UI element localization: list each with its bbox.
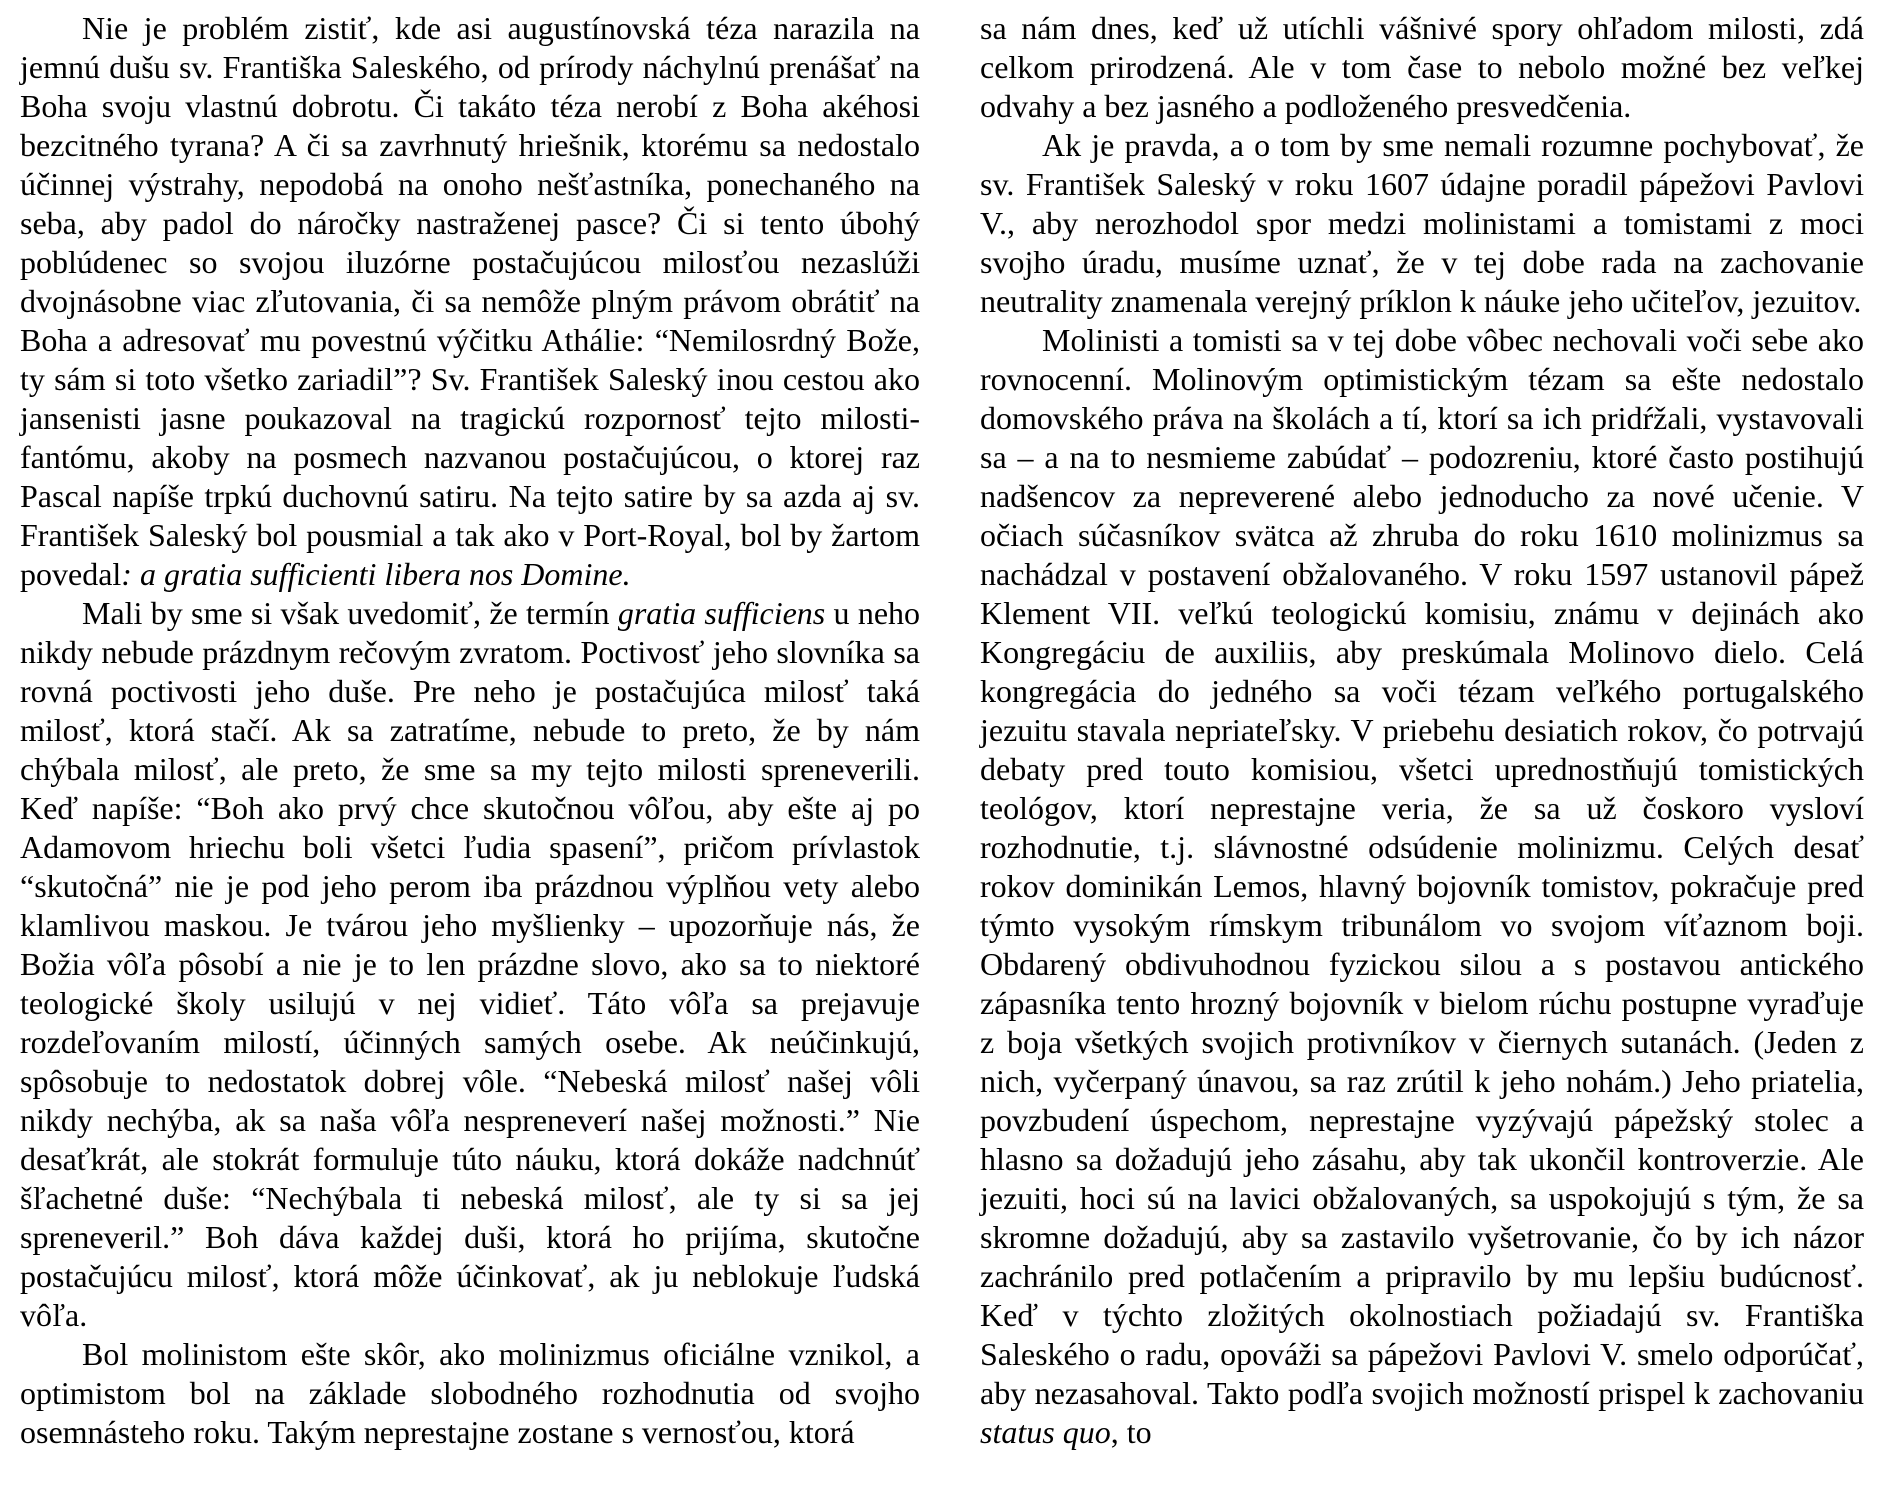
text-column-right (980, 9, 1864, 1500)
text-column-left (20, 9, 920, 1500)
italic-text-segment: gratia sufficiens (617, 595, 826, 631)
italic-text-segment: : a gratia sufficienti libera nos Domine. (121, 556, 631, 592)
text-segment: Ak je pravda, a o tom by sme nemali rozumne pochybovať, že sv. František Saleský v roku 1607 údajne poradil pápežovi Pavlovi V., aby nerozhodol spor medzi molinistami a tomistami z moci svojho úradu, musíme uznať, že v tej dobe rada na zachovanie neutrality znamenala verejný príklon k náuke jeho učiteľov, jezuitov. (980, 127, 1864, 319)
paragraph (980, 321, 1864, 1452)
paragraph (20, 594, 920, 1335)
text-segment: Nie je problém zistiť, kde asi augustínovská téza narazila na jemnú dušu sv. Františka Saleského, od prírody náchylnú prenášať na Boha svoju vlastnú dobrotu. Či takáto téza nerobí z Boha akéhosi bezcitného tyrana? A či sa zavrhnutý hriešnik, ktorému sa nedostalo účinnej výstrahy, nepodobá na onoho nešťastníka, ponechaného na seba, aby padol do náročky nastraženej pasce? Či si tento úbohý poblúdenec so svojou iluzórne postačujúcou milosťou nezaslúži dvojnásobne viac zľutovania, či sa nemôže plným právom obrátiť na Boha a adresovať mu povestnú výčitku Athálie: “Nemilosrdný Bože, ty sám si toto všetko zariadil”? Sv. František Saleský inou cestou ako jansenisti jasne poukazoval na tragickú rozpornosť tejto milosti-fantómu, akoby na posmech nazvanou postačujúcou, o ktorej raz Pascal napíše trpkú duchovnú satiru. Na tejto satire by sa azda aj sv. František Saleský bol pousmial a tak ako v Port-Royal, bol by žartom povedal (20, 10, 920, 592)
text-segment: u neho nikdy nebude prázdnym rečovým zvratom. Poctivosť jeho slovníka sa rovná poctivosti jeho duše. Pre neho je postačujúca milosť taká milosť, ktorá stačí. Ak sa zatratíme, nebude to preto, že by nám chýbala milosť, ale preto, že sme sa my tejto milosti spreneverili. Keď napíše: “Boh ako prvý chce skutočnou vôľou, aby ešte aj po Adamovom hriechu boli všetci ľudia spasení”, pričom prívlastok “skutočná” nie je pod jeho perom iba prázdnou výplňou vety alebo klamlivou maskou. Je tvárou jeho myšlienky – upozorňuje nás, že Božia vôľa pôsobí a nie je to len prázdne slovo, ako sa to niektoré teologické školy usilujú v nej vidieť. Táto vôľa sa prejavuje rozdeľovaním milostí, účinných samých osebe. Ak neúčinkujú, spôsobuje to nedostatok dobrej vôle. “Nebeská milosť našej vôli nikdy nechýba, ak sa naša vôľa nespreneverí našej možnosti.” Nie desaťkrát, ale stokrát formuluje túto náuku, ktorá dokáže nadchnúť šľachetné duše: “Nechýbala ti nebeská milosť, ale ty si sa jej spreneveril.” Boh dáva každej duši, ktorá ho prijíma, skutočne postačujúcu milosť, ktorá môže účinkovať, ak ju neblokuje ľudská vôľa. (20, 595, 921, 1333)
text-segment: sa nám dnes, keď už utíchli vášnivé spory ohľadom milosti, zdá celkom prirodzená. Ale v tom čase to nebolo možné bez veľkej odvahy a bez jasného a podloženého presvedčenia. (980, 10, 1864, 124)
paragraph (20, 9, 920, 594)
text-segment: Mali by sme si však uvedomiť, že termín (82, 595, 618, 631)
text-segment: Molinisti a tomisti sa v tej dobe vôbec nechovali voči sebe ako rovnocenní. Molinovým optimistickým tézam sa ešte nedostalo domovského práva na školách a tí, ktorí sa ich pridŕžali, vystavovali sa – a na to nesmieme zabúdať – podozreniu, ktoré často postihujú nadšencov za nepreverené alebo jednoducho za nové učenie. V očiach súčasníkov svätca až zhruba do roku 1610 molinizmus sa nachádzal v postavení obžalovaného. V roku 1597 ustanovil pápež Klement VII. veľkú teologickú komisiu, známu v dejinách ako Kongregáciu de auxiliis, aby preskúmala Molinovo dielo. Celá kongregácia do jedného sa voči tézam veľkého portugalského jezuitu stavala nepriateľsky. V priebehu desiatich rokov, čo potrvajú debaty pred touto komisiou, všetci uprednostňujú tomistických teológov, ktorí neprestajne veria, že sa už čoskoro vysloví rozhodnutie, t.j. slávnostné odsúdenie molinizmu. Celých desať rokov dominikán Lemos, hlavný bojovník tomistov, pokračuje pred týmto vysokým rímskym tribunálom vo svojom víťaznom boji. Obdarený obdivuhodnou fyzickou silou a s postavou antického zápasníka tento hrozný bojovník v bielom rúchu postupne vyraďuje z boja všetkých svojich protivníkov v čiernych sutanách. (Jeden z nich, vyčerpaný únavou, sa raz zrútil k jeho nohám.) Jeho priatelia, povzbudení úspechom, neprestajne vyzývajú pápežský stolec a hlasno sa dožadujú jeho zásahu, aby tak ukončil kontroverzie. Ale jezuiti, hoci sú na lavici obžalovaných, sa uspokojujú s tým, že sa skromne dožadujú, aby sa zastavilo vyšetrovanie, čo by ich názor zachránilo pred potlačením a pripravilo by mu lepšiu budúcnosť. Keď v týchto zložitých okolnostiach požiadajú sv. Františka Saleského o radu, opováži sa pápežovi Pavlovi V. smelo odporúčať, aby nezasahoval. Takto podľa svojich možností prispel k zachovaniu (980, 322, 1864, 1411)
italic-text-segment: status quo (980, 1414, 1111, 1450)
text-segment: , to (1110, 1414, 1152, 1450)
paragraph (980, 126, 1864, 321)
paragraph (20, 1335, 920, 1452)
text-segment: Bol molinistom ešte skôr, ako molinizmus oficiálne vznikol, a optimistom bol na základe slobodného rozhodnutia od svojho osemnásteho roku. Takým neprestajne zostane s vernosťou, ktorá (20, 1336, 920, 1450)
paragraph (980, 9, 1864, 126)
